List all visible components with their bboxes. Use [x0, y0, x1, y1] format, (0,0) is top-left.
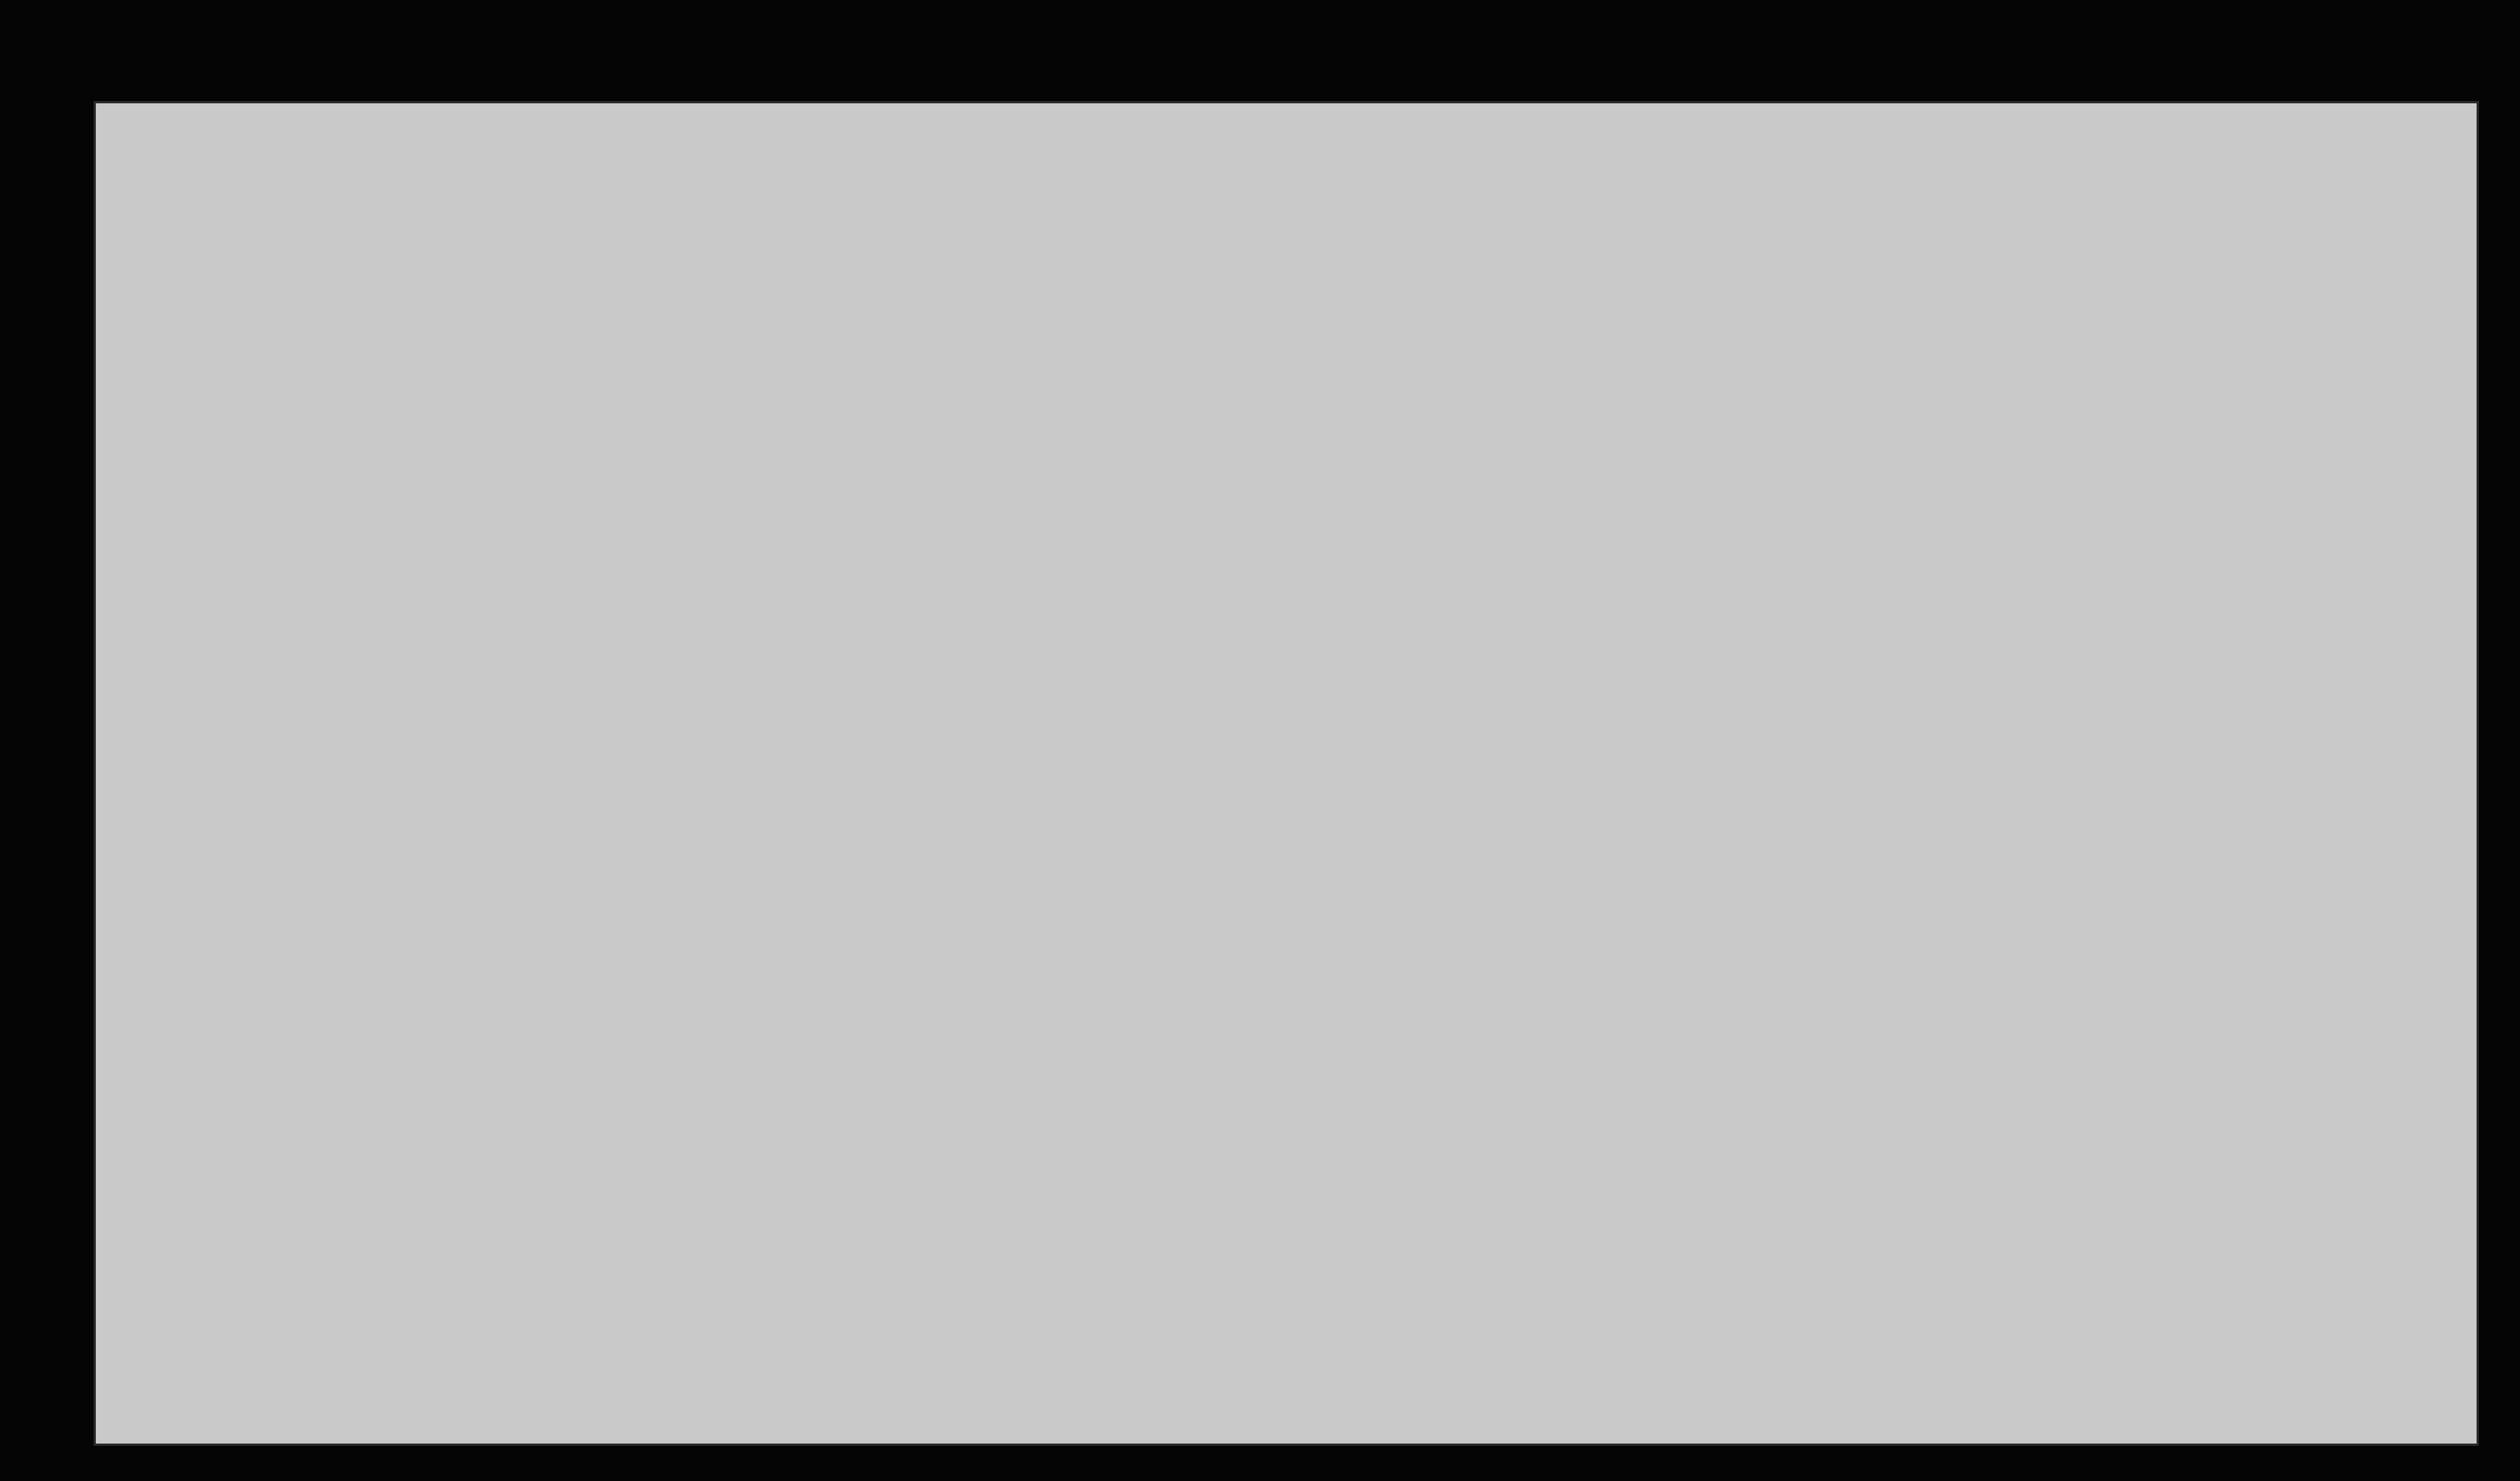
- census-card: [94, 101, 2479, 1446]
